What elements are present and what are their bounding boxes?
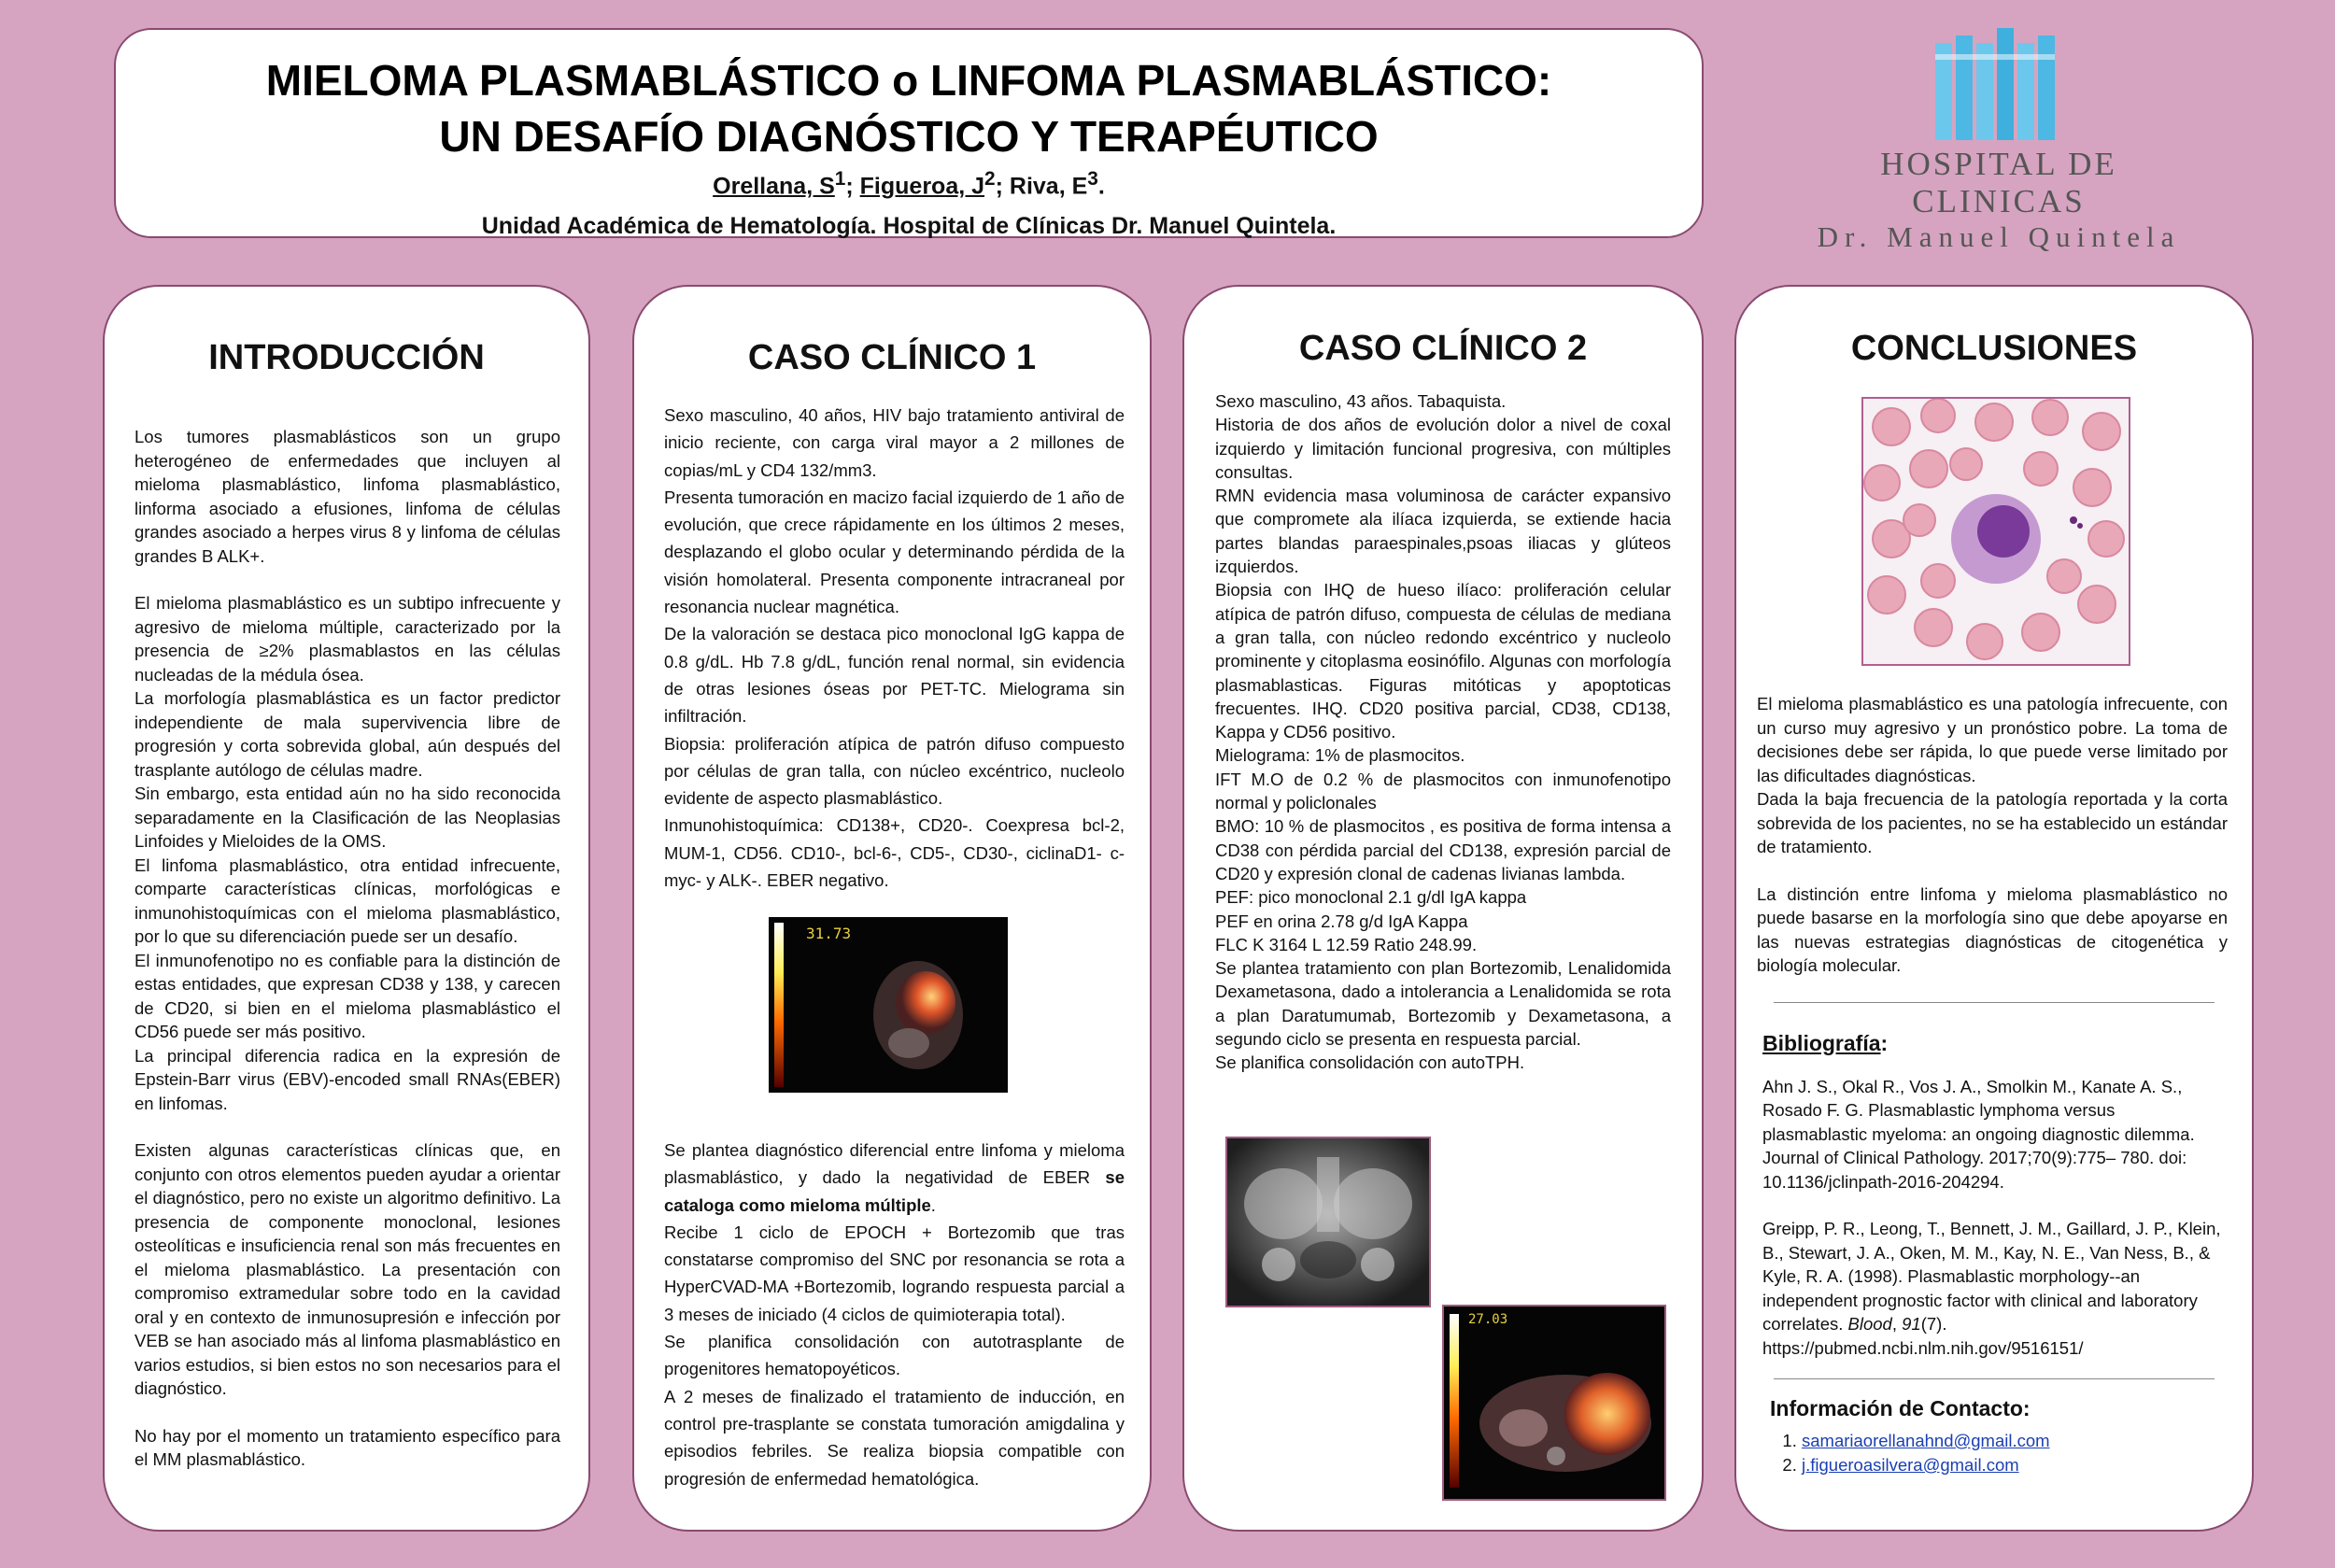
section-divider <box>1774 1378 2215 1379</box>
case1-paragraph: Biopsia: proliferación atípica de patrón difuso compuesto por células de gran talla, con núcleo excéntrico, nucleolo evidente de aspecto plasmablástico. <box>664 733 1125 809</box>
introduction-title: INTRODUCCIÓN <box>208 338 485 377</box>
case2-line: IFT M.O de 0.2 % de plasmocitos con inmunofenotipo normal y policlonales <box>1215 769 1671 813</box>
case2-line: BMO: 10 % de plasmocitos , es positiva de forma intensa a CD38 con pérdida parcial del CD138, expresión parcial de CD20 y expresión clonal de cadenas livianas lambda. <box>1215 816 1671 883</box>
intro-paragraph: El mieloma plasmablástico es un subtipo infrecuente y agresivo de mieloma múltiple, caracterizado por la presencia de ≥2% plasmablastos en las células nucleadas de la médula ósea. <box>134 593 560 685</box>
author-3-affil: 3 <box>1087 168 1098 190</box>
pet-ct-pelvis-image <box>1442 1305 1666 1501</box>
case2-line: PEF: pico monoclonal 2.1 g/dl IgA kappa <box>1215 887 1527 908</box>
case2-text <box>1215 389 1671 1075</box>
intro-paragraph: Los tumores plasmablásticos son un grupo heterogéneo de enfermedades que incluyen al mieloma plasmablástico, linfoma plasmablástico, linforma asociado a efusiones, linfoma de células grandes asociado a herpes virus 8 y linfoma de células grandes B ALK+. <box>134 427 560 566</box>
contact-item <box>1802 1453 2252 1477</box>
pelvis-xray-image <box>1225 1137 1431 1307</box>
author-list: Orellana, $S^1$; Figueroa, $J^2$; Riva, $E^3$. <box>713 168 1105 200</box>
intro-paragraph: La morfología plasmablástica es un factor predictor independiente de mala supervivencia libre de progresión y corta sobrevida global, aún después del trasplante autólogo de células madre. <box>134 688 560 780</box>
conclusions-panel <box>1734 285 2254 1532</box>
case1-paragraph <box>664 1137 1125 1219</box>
bibliography-list <box>1762 1075 2224 1361</box>
reference-1: Ahn J. S., Okal R., Vos J. A., Smolkin M., Kanate A. S., Rosado F. G. Plasmablastic lymphoma versus plasmablastic myeloma: an ongoing diagnostic dilemma. Journal of Clinical Pathology. 2017;70(9):775– 780. doi: 10.1136/jclinpath-2016-204294. <box>1762 1076 2195 1192</box>
case2-line: PEF en orina 2.78 g/d IgA Kappa <box>1215 911 1468 931</box>
pet-scale-value: 27.03 <box>1468 1312 1508 1327</box>
bibliography-title <box>1762 1031 2252 1056</box>
introduction-text <box>134 425 560 1472</box>
case1-text-bottom <box>664 1137 1125 1492</box>
logo-line-1: HOSPITAL DE CLINICAS <box>1880 146 2117 219</box>
email-link-2[interactable]: j.figueroasilvera@gmail.com <box>1802 1455 2019 1475</box>
conclusions-text <box>1757 692 2228 978</box>
logo-line-2: Dr. Manuel Quintela <box>1817 220 2181 253</box>
case1-diff-text: Se plantea diagnóstico diferencial entre linfoma y mieloma plasmablástico, y dado la negatividad de EBER <box>664 1140 1125 1188</box>
contact-list <box>1802 1429 2252 1477</box>
intro-paragraph: El inmunofenotipo no es confiable para la distinción de estas entidades, que expresan CD38 y 138, y carecen de CD20, si bien en el mieloma plasmablástico el CD56 puede ser más positivo. <box>134 950 560 1041</box>
hospital-logo <box>1793 28 2204 253</box>
case1-paragraph: Se planifica consolidación con autotrasplante de progenitores hematopoyéticos. <box>664 1332 1125 1379</box>
reference-2-journal: Blood <box>1847 1314 1892 1334</box>
case1-paragraph: A 2 meses de finalizado el tratamiento de inducción, en control pre-trasplante se constata tumoración amigdalina y episodios febriles. Se realiza biopsia compatible con progresión de enfermedad hematológica. <box>664 1386 1125 1489</box>
contact-title: Información de Contacto: <box>1770 1396 2031 1420</box>
reference-2-tail: (7). https://pubmed.ncbi.nlm.nih.gov/9516151/ <box>1762 1314 2084 1358</box>
case1-diagnosis: se cataloga como mieloma múltiple <box>664 1167 1125 1215</box>
pet-ct-head-image <box>769 917 1008 1093</box>
case2-panel <box>1182 285 1704 1532</box>
reference-2-sep: , <box>1891 1314 1903 1334</box>
contact-item <box>1802 1429 2252 1453</box>
case1-period: . <box>930 1194 936 1215</box>
case2-line: FLC K 3164 L 12.59 Ratio 248.99. <box>1215 934 1478 954</box>
reference-2-authors: Greipp, P. R., Leong, T., Bennett, J. M., Gaillard, J. P., Klein, B., Stewart, J. A., Oken, M. M., Kay, N. E., Van Ness, B., & Kyle, R. A. (1998). Plasmablastic morphology--an independent prognostic factor with clinical and laboratory correlates. <box>1762 1219 2221 1334</box>
case2-line: Se planifica consolidación con autoTPH. <box>1215 1052 1525 1073</box>
case1-panel <box>632 285 1152 1532</box>
case1-paragraph: Sexo masculino, 40 años, HIV bajo tratamiento antiviral de inicio reciente, con carga viral mayor a 2 millones de copias/mL y CD4 132/mm3. <box>664 405 1125 480</box>
case1-paragraph: Inmunohistoquímica: CD138+, CD20-. Coexpresa bcl-2, MUM-1, CD56. CD10-, bcl-6-, CD5-, CD30-, ciclinaD1- c-myc- y ALK-. EBER negativo. <box>664 815 1125 891</box>
title-line-2: UN DESAFÍO DIAGNÓSTICO Y TERAPÉUTICO <box>439 112 1379 161</box>
case1-paragraph: De la valoración se destaca pico monoclonal IgG kappa de 0.8 g/dL. Hb 7.8 g/dL, función renal normal, sin evidencia de otras lesiones óseas por PET-TC. Mielograma sin infiltración. <box>664 624 1125 727</box>
conclusion-paragraph: Dada la baja frecuencia de la patología reportada y la corta sobrevida de los pacientes, no se ha establecido un estándar de tratamiento. <box>1757 789 2228 856</box>
hospital-logo-icon <box>1924 28 2073 140</box>
author-2-affil: 2 <box>984 168 996 190</box>
poster-header <box>114 28 1704 238</box>
conclusion-paragraph: El mieloma plasmablástico es una patología infrecuente, con un curso muy agresivo y un pronóstico pobre. La toma de decisiones debe ser rápida, lo que puede verse limitado por las dificultades diagnósticas. <box>1757 694 2228 785</box>
blood-smear-image <box>1861 397 2130 666</box>
case1-paragraph: Recibe 1 ciclo de EPOCH + Bortezomib que tras constatarse compromiso del SNC por resonancia se rota a HyperCVAD-MA +Bortezomib, logrando respuesta parcial a 3 meses de iniciado (4 ciclos de quimioterapia total). <box>664 1222 1125 1324</box>
bibliography-colon: : <box>1880 1030 1889 1055</box>
intro-paragraph: La principal diferencia radica en la expresión de Epstein-Barr virus (EBV)-encoded small RNAs(EBER) en linfomas. <box>134 1045 560 1113</box>
case2-line: Biopsia con IHQ de hueso ilíaco: proliferación celular atípica de patrón difuso, compuesta de células de mediana a gran talla, con núcleo redondo excéntrico y nucleolo prominente y citoplasma eosinófilo. Algunas con morfología plasmablasticas. Figuras mitóticas y apoptoticas frecuentes. IHQ. CD20 positiva parcial, CD38, CD138, Kappa y CD56 positivo. <box>1215 580 1671 742</box>
conclusion-paragraph: La distinción entre linfoma y mieloma plasmablástico no puede basarse en la morfología sino que debe apoyarse en las nuevas estrategias diagnósticas de citogenética y biología molecular. <box>1757 883 2228 975</box>
author-1-affil: 1 <box>834 168 846 190</box>
pet-scale-value: 31.73 <box>806 925 852 942</box>
case2-line: RMN evidencia masa voluminosa de carácter expansivo que compromete ala ilíaca izquierda, se extiende hacia partes blandas paraespinales,psoas iliacas y glúteos izquierdos. <box>1215 486 1671 577</box>
intro-paragraph: Sin embargo, esta entidad aún no ha sido reconocida separadamente en la Clasificación de las Neoplasias Linfoides y Mieloides de la OMS. <box>134 784 560 851</box>
author-2: Figueroa, J <box>859 173 985 200</box>
poster-title <box>116 52 1702 164</box>
case2-title: CASO CLÍNICO 2 <box>1298 329 1588 368</box>
case2-line: Se plantea tratamiento con plan Bortezomib, Lenalidomida Dexametasona, dado a intolerancia a Lenalidomida se rota a plan Daratumumab, Bortezomib y Dexametasona, a segundo ciclo se presenta en respuesta parcial. <box>1215 958 1671 1050</box>
reference-2 <box>1762 1217 2224 1360</box>
case2-line: Mielograma: 1% de plasmocitos. <box>1215 745 1465 766</box>
title-line-1: MIELOMA PLASMABLÁSTICO o LINFOMA PLASMABLÁSTICO: <box>265 56 1552 105</box>
intro-paragraph: Existen algunas características clínicas que, en conjunto con otros elementos pueden ayudar a orientar el diagnóstico, pero no existe un algoritmo definitivo. La presencia de componente monoclonal, lesiones osteolíticas e insuficiencia renal son más frecuentes en el mieloma plasmablástico. La presentación con compromiso extramedular sobre todo en la cavidad oral y en contexto de inmunosupresión e infección por VEB se han asociado más al linfoma plasmablástico en varios estudios, si bien estos no son necesarios para el diagnóstico. <box>134 1140 560 1398</box>
case1-title: CASO CLÍNICO 1 <box>747 338 1037 377</box>
affiliation: Unidad Académica de Hematología. Hospital de Clínicas Dr. Manuel Quintela. <box>481 213 1337 240</box>
introduction-panel <box>103 285 590 1532</box>
case2-line: Historia de dos años de evolución dolor a nivel de coxal izquierdo y limitación funcional progresiva, con múltiples consultas. <box>1215 415 1671 482</box>
case2-line: Sexo masculino, 43 años. Tabaquista. <box>1215 391 1507 411</box>
conclusions-title: CONCLUSIONES <box>1850 329 2138 368</box>
intro-paragraph: El linfoma plasmablástico, otra entidad infrecuente, comparte características clínicas, morfológicas e inmunohistoquímicas con el mieloma plasmablástico, por lo que su diferenciación puede ser un desafío. <box>134 855 560 946</box>
case1-paragraph: Presenta tumoración en macizo facial izquierdo de 1 año de evolución, que crece rápidamente en los últimos 2 meses, desplazando el globo ocular y determinando pérdida de la visión homolateral. Presenta componente intracraneal por resonancia nuclear magnética. <box>664 487 1125 617</box>
author-1: Orellana, S <box>713 173 835 200</box>
author-3: Riva, E <box>1009 173 1088 200</box>
bibliography-heading: Bibliografía <box>1762 1030 1881 1055</box>
section-divider <box>1774 1002 2215 1003</box>
intro-paragraph: No hay por el momento un tratamiento específico para el MM plasmablástico. <box>134 1425 560 1469</box>
email-link-1[interactable]: samariaorellanahnd@gmail.com <box>1802 1431 2050 1450</box>
reference-2-volume: 91 <box>1902 1314 1921 1334</box>
case1-text-top <box>664 402 1125 894</box>
